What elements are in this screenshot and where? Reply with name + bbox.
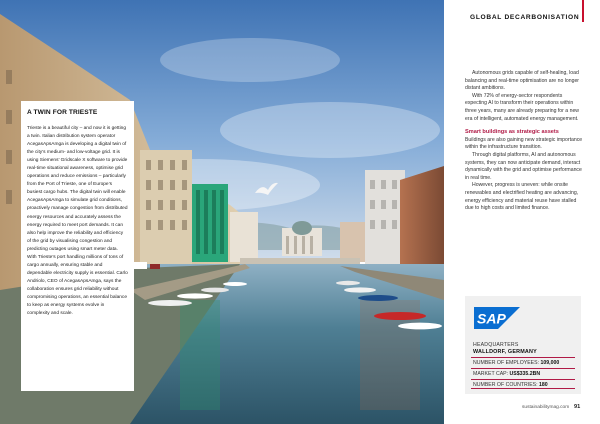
article-subheading: Smart buildings as strategic assets (465, 129, 559, 136)
sidebar-body: Trieste is a beautiful city – and now it is getting a twin. Italian distribution system operator AcegasApsAmga is developing a digital twin of the city’s medium- and low-voltage grid. It is using Siemens’ Gridscale X software to provide real-time situational awareness, optimise grid operations and reduce emissions – particularly from the Port of Trieste, one of Europe’s busiest cargo hubs. The digital twin will enable AcegasApsAmga to simulate grid conditions, proactively manage congestion from distributed energy resources and accurately assess the energy required to meet port demands. It can also help improve the reliability and efficiency of the grid by visualising congestion and predicting outages using smart meter data. With Trieste’s port handling millions of tons of cargo annually, ensuring stable and dependable electricity supply is essential. Carlo Andriolo, CEO of AcegasApsAmga, says the collaboration ensures grid reliability without compromising operations, an essential balance to keep as energy systems evolve in complexity and scale. (27, 126, 128, 317)
sidebar-box (21, 101, 134, 391)
sidebar-title: A TWIN FOR TRIESTE (27, 109, 98, 116)
employees-label: NUMBER OF EMPLOYEES: (473, 360, 540, 366)
page-number: 91 (574, 404, 581, 410)
article-paragraph-4: Through digital platforms, AI and autonomous systems, they can now anticipate demand, interact dynamically with the grid and optimise performance in real time. (465, 151, 582, 181)
hq-label: HEADQUARTERS (473, 342, 519, 348)
employees-row (471, 357, 575, 367)
section-title: GLOBAL DECARBONISATION (470, 14, 580, 21)
employees-value: 109,000 (540, 360, 560, 366)
article-paragraph-1: Autonomous grids capable of self-healing, load balancing and real-time optimisation are no longer distant ambitions. (465, 70, 580, 92)
sap-logo (474, 307, 520, 329)
market-cap-label: MARKET CAP: (473, 371, 509, 377)
market-cap-value: US$335.2BN (509, 371, 541, 377)
section-accent-rule (582, 0, 584, 22)
market-cap-row (471, 368, 575, 378)
hq-value: WALLDORF, GERMANY (473, 349, 537, 355)
countries-label: NUMBER OF COUNTRIES: (473, 382, 538, 388)
countries-row (471, 379, 575, 389)
right-page (444, 0, 600, 424)
company-fact-box (465, 296, 581, 394)
sap-logo-text: SAP (477, 310, 506, 327)
article-paragraph-3: Buildings are also gaining new strategic importance within the infrastructure transition. (465, 136, 583, 151)
article-paragraph-2: With 72% of energy-sector respondents expecting AI to transform their operations within three years, many are already preparing for a new era of intelligent, automated energy management. (465, 92, 580, 122)
article-body (465, 70, 583, 213)
countries-value: 180 (539, 382, 548, 388)
article-paragraph-5: However, progress is uneven: while onsite renewables and electrified heating are advancing, energy efficiency and material reuse have stalled due to high costs and limited finance. (465, 182, 579, 212)
footer-url: sustainabilitymag.com (522, 405, 570, 410)
